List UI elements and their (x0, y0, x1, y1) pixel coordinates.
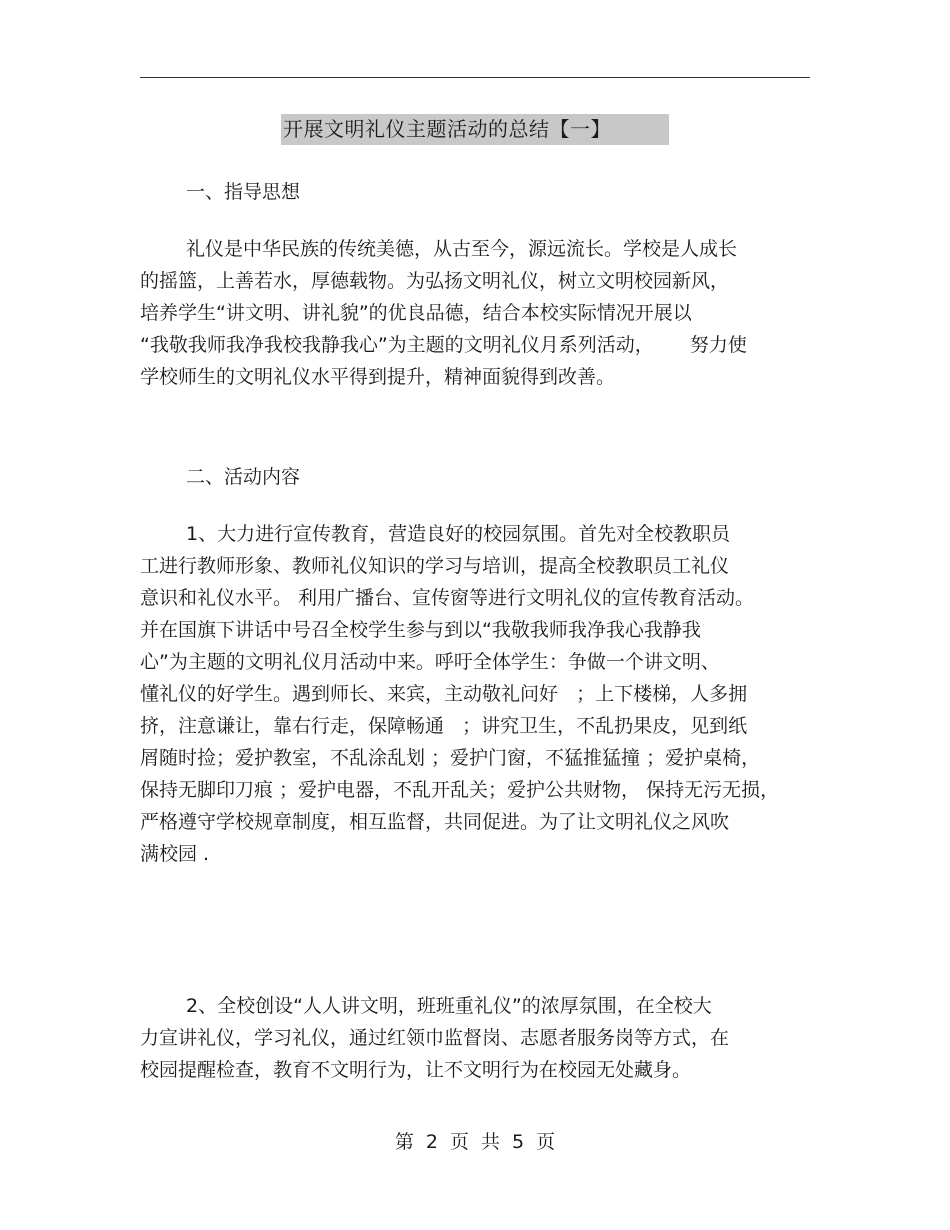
title-wrap (0, 114, 950, 145)
paragraph-line: 的摇篮，上善若水，厚德载物。为弘扬文明礼仪，树立文明校园新风， (140, 270, 730, 292)
paragraph-line: 屑随时捡；爱护教室，不乱涂乱划 ；爱护门窗，不猛推猛撞 ；爱护桌椅， (140, 747, 761, 769)
paragraph-guiding-thought (140, 233, 810, 393)
paragraph-line: 2、全校创设“人人讲文明，班班重礼仪”的浓厚氛围，在全校大 (186, 995, 712, 1017)
header-rule (140, 77, 810, 78)
paragraph-line: 懂礼仪的好学生。遇到师长、来宾，主动敬礼问好 ；上下楼梯，人多拥 (140, 683, 748, 705)
document-title: 开展文明礼仪主题活动的总结【一】 (281, 114, 669, 145)
paragraph-line: “我敬我师我净我校我静我心”为主题的文明礼仪月系列活动， 努力使 (140, 334, 747, 356)
paragraph-line: 校园提醒检查，教育不文明行为，让不文明行为在校园无处藏身。 (140, 1059, 692, 1081)
paragraph-line: 心”为主题的文明礼仪月活动中来。呼吁全体学生：争做一个讲文明、 (140, 651, 720, 673)
paragraph-line: 并在国旗下讲话中号召全校学生参与到以“我敬我师我净我心我静我 (140, 619, 701, 641)
paragraph-line: 培养学生“讲文明、讲礼貌”的优良品德，结合本校实际情况开展以 (140, 302, 692, 324)
paragraph-line: 满校园 . (140, 843, 210, 865)
section-heading-guiding-thought: 一、指导思想 (186, 181, 301, 203)
paragraph-line: 工进行教师形象、教师礼仪知识的学习与培训，提高全校教职员工礼仪 (140, 555, 730, 577)
paragraph-line: 礼仪是中华民族的传统美德，从古至今，源远流长。学校是人成长 (186, 238, 738, 260)
paragraph-line: 学校师生的文明礼仪水平得到提升，精神面貌得到改善。 (140, 366, 616, 388)
section-heading-activity-content: 二、活动内容 (186, 466, 301, 488)
paragraph-line: 意识和礼仪水平。 利用广播台、宣传窗等进行文明礼仪的宣传教育活动。 (140, 587, 755, 609)
paragraph-activity-2 (140, 990, 810, 1086)
paragraph-line: 严格遵守学校规章制度，相互监督，共同促进。为了让文明礼仪之风吹 (140, 811, 730, 833)
paragraph-line: 保持无脚印刀痕 ；爱护电器，不乱开乱关；爱护公共财物， 保持无污无损， (140, 779, 780, 801)
paragraph-activity-1 (140, 518, 810, 870)
paragraph-line: 1、大力进行宣传教育，营造良好的校园氛围。首先对全校教职员 (186, 523, 731, 545)
paragraph-line: 挤，注意谦让，靠右行走，保障畅通 ；讲究卫生，不乱扔果皮，见到纸 (140, 715, 748, 737)
page-footer: 第 2 页 共 5 页 (394, 1131, 556, 1153)
paragraph-line: 力宣讲礼仪，学习礼仪，通过红领巾监督岗、志愿者服务岗等方式，在 (140, 1027, 730, 1049)
